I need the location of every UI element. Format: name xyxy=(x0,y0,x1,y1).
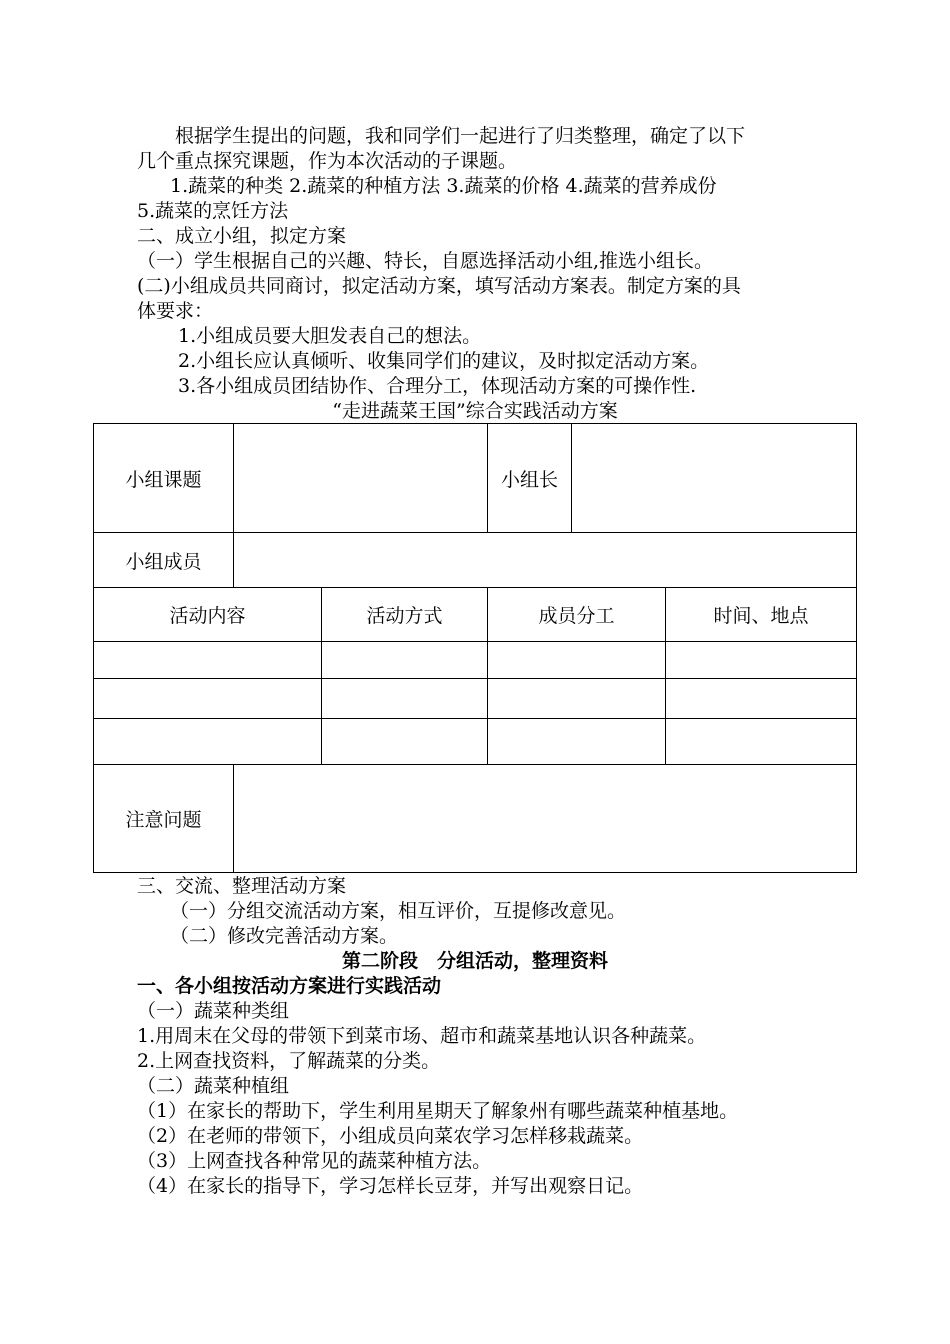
intro-paragraph-line-1: 根据学生提出的问题，我和同学们一起进行了归类整理，确定了以下 xyxy=(175,125,746,147)
table-row xyxy=(94,424,857,533)
activity-plan-table xyxy=(93,423,857,873)
group-1-item-1: 1.用周末在父母的带领下到菜市场、超市和蔬菜基地认识各种蔬菜。 xyxy=(137,1025,707,1047)
group-1-heading: （一）蔬菜种类组 xyxy=(137,1000,290,1022)
table-cell[interactable] xyxy=(322,679,488,719)
members-label-cell: 小组成员 xyxy=(94,533,234,588)
notes-input-cell[interactable] xyxy=(234,765,857,873)
notes-label-cell: 注意问题 xyxy=(94,765,234,873)
table-cell[interactable] xyxy=(322,719,488,765)
table-cell[interactable] xyxy=(488,679,666,719)
table-cell[interactable] xyxy=(322,642,488,679)
table-header-row xyxy=(94,588,857,642)
table-cell[interactable] xyxy=(488,642,666,679)
table-cell[interactable] xyxy=(666,719,857,765)
table-cell[interactable] xyxy=(488,719,666,765)
group-2-item-4: （4）在家长的指导下，学习怎样长豆芽，并写出观察日记。 xyxy=(137,1175,644,1197)
table-row xyxy=(94,765,857,873)
stage2-title: 第二阶段 分组活动，整理资料 xyxy=(341,950,608,972)
members-input-cell[interactable] xyxy=(234,533,857,588)
group-2-heading: （二）蔬菜种植组 xyxy=(137,1075,290,1097)
table-cell[interactable] xyxy=(94,642,322,679)
table-cell[interactable] xyxy=(666,679,857,719)
stage2-heading: 一、各小组按活动方案进行实践活动 xyxy=(137,975,442,997)
requirement-1: 1.小组成员要大胆发表自己的想法。 xyxy=(178,325,482,347)
table-row xyxy=(94,719,857,765)
table-row xyxy=(94,679,857,719)
table-title: “走进蔬菜王国”综合实践活动方案 xyxy=(332,400,618,422)
table-row xyxy=(94,533,857,588)
table-cell[interactable] xyxy=(666,642,857,679)
requirement-3: 3.各小组成员团结协作、合理分工，体现活动方案的可操作性. xyxy=(178,375,697,397)
topic-label-cell: 小组课题 xyxy=(94,424,234,533)
topic-input-cell[interactable] xyxy=(234,424,488,533)
section3-heading: 三、交流、整理活动方案 xyxy=(137,875,347,897)
topics-line-2: 5.蔬菜的烹饪方法 xyxy=(137,200,289,222)
section2-item-2-line-2: 体要求： xyxy=(137,300,214,322)
column-header-content: 活动内容 xyxy=(94,588,322,642)
topics-line-1: 1.蔬菜的种类 2.蔬菜的种植方法 3.蔬菜的价格 4.蔬菜的营养成份 xyxy=(170,175,717,197)
leader-input-cell[interactable] xyxy=(572,424,857,533)
column-header-time-place: 时间、地点 xyxy=(666,588,857,642)
table-cell[interactable] xyxy=(94,719,322,765)
requirement-2: 2.小组长应认真倾听、收集同学们的建议，及时拟定活动方案。 xyxy=(178,350,710,372)
group-2-item-3: （3）上网查找各种常见的蔬菜种植方法。 xyxy=(137,1150,492,1172)
leader-label-cell: 小组长 xyxy=(488,424,572,533)
section2-item-1: （一）学生根据自己的兴趣、特长，自愿选择活动小组,推选小组长。 xyxy=(137,250,714,272)
table-row xyxy=(94,642,857,679)
section2-item-2-line-1: (二)小组成员共同商讨，拟定活动方案，填写活动方案表。制定方案的具 xyxy=(137,275,741,297)
group-2-item-1: （1）在家长的帮助下，学生利用星期天了解象州有哪些蔬菜种植基地。 xyxy=(137,1100,739,1122)
section3-item-1: （一）分组交流活动方案，相互评价，互提修改意见。 xyxy=(170,900,627,922)
column-header-division: 成员分工 xyxy=(488,588,666,642)
section3-item-2: （二）修改完善活动方案。 xyxy=(170,925,399,947)
table-cell[interactable] xyxy=(94,679,322,719)
group-2-item-2: （2）在老师的带领下，小组成员向菜农学习怎样移栽蔬菜。 xyxy=(137,1125,644,1147)
intro-paragraph-line-2: 几个重点探究课题，作为本次活动的子课题。 xyxy=(137,150,518,172)
column-header-method: 活动方式 xyxy=(322,588,488,642)
section2-heading: 二、成立小组，拟定方案 xyxy=(137,225,347,247)
group-1-item-2: 2.上网查找资料，了解蔬菜的分类。 xyxy=(137,1050,441,1072)
